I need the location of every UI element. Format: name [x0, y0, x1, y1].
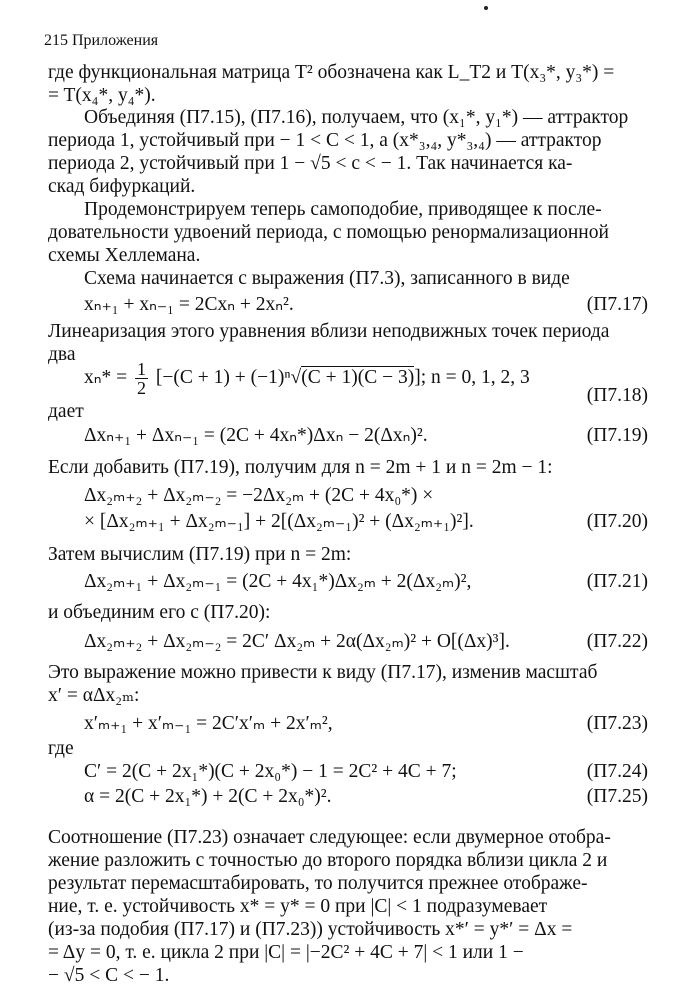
text-line: жение разложить с точностью до второго порядка вблизи цикла 2 и — [48, 850, 608, 871]
fraction-one-half: $\frac{1}{2}$ — [137, 359, 147, 398]
equation-p7-25: α = 2(C + 2x₁*) + 2(C + 2x₀*)². — [84, 786, 332, 807]
equation-number: (П7.19) — [586, 425, 648, 446]
equation-number: (П7.18) — [586, 385, 648, 406]
text-line: где функциональная матрица T² обозначена как L_T2 и T(x₃*, y₃*) = — [48, 62, 615, 83]
equation-p7-19: Δxₙ₊₁ + Δxₙ₋₁ = (2C + 4xₙ*)Δxₙ − 2(Δxₙ)². — [84, 425, 428, 446]
text-line: = Δy = 0, т. е. цикла 2 при |C| = |−2C² + 4C + 7| < 1 или 1 − — [48, 942, 524, 963]
equation-number: (П7.21) — [586, 571, 648, 592]
text-line: Продемонстрируем теперь самоподобие, приводящее к после- — [84, 199, 602, 220]
text-line: дает — [48, 401, 84, 422]
equation-p7-24: C′ = 2(C + 2x₁*)(C + 2x₀*) − 1 = 2C² + 4C + 7; — [84, 761, 457, 782]
text-line: Это выражение можно привести к виду (П7.17), изменив масштаб — [48, 662, 598, 683]
running-header: 215 Приложения — [44, 32, 159, 49]
equation-p7-20-line2: × [Δx₂ₘ₊₁ + Δx₂ₘ₋₁] + 2[(Δx₂ₘ₋₁)² + (Δx₂ₘ₊₁)²]. — [84, 511, 474, 532]
text-line: и объединим его с (П7.20): — [48, 602, 271, 623]
text-line: ние, т. е. устойчивость x* = y* = 0 при |C| < 1 подразумевает — [48, 896, 548, 917]
text-line: Если добавить (П7.19), получим для n = 2m + 1 и n = 2m − 1: — [48, 457, 553, 478]
text-line: Схема начинается с выражения (П7.3), записанного в виде — [84, 268, 570, 289]
text-line: Затем вычислим (П7.19) при n = 2m: — [48, 544, 352, 565]
equation-p7-23: x′ₘ₊₁ + x′ₘ₋₁ = 2C′x′ₘ + 2x′ₘ², — [84, 713, 333, 734]
text-line: = T(x₄*, y₄*). — [48, 85, 156, 106]
equation-number: (П7.24) — [586, 761, 648, 782]
print-speck — [484, 6, 488, 10]
text-line: схемы Хеллемана. — [48, 245, 201, 266]
equation-p7-20-line1: Δx₂ₘ₊₂ + Δx₂ₘ₋₂ = −2Δx₂ₘ + (2C + 4x₀*) × — [84, 485, 434, 506]
text-line: скад бифуркаций. — [48, 176, 196, 197]
equation-p7-17: xₙ₊₁ + xₙ₋₁ = 2Cxₙ + 2xₙ². — [84, 294, 294, 315]
equation-p7-22: Δx₂ₘ₊₂ + Δx₂ₘ₋₂ = 2C′ Δx₂ₘ + 2α(Δx₂ₘ)² + O[(Δx)³]. — [84, 631, 510, 652]
text-line: Линеаризация этого уравнения вблизи неподвижных точек периода — [48, 321, 610, 342]
text-line: x′ = αΔx₂ₘ: — [48, 685, 140, 706]
text-line: Соотношение (П7.23) означает следующее: если двумерное отобра- — [48, 827, 611, 848]
text-line: − √5 < C < − 1. — [48, 965, 170, 986]
text-line: (из-за подобия (П7.17) и (П7.23)) устойчивость x*′ = y*′ = Δx = — [48, 919, 573, 940]
sqrt-sign: √ — [290, 366, 302, 388]
equation-number: (П7.23) — [586, 713, 648, 734]
text-line: результат перемасштабировать, то получится прежнее отображе- — [48, 873, 588, 894]
equation-number: (П7.17) — [586, 294, 648, 315]
text-line: периода 2, устойчивый при 1 − √5 < c < − 1. Так начинается ка- — [48, 153, 573, 174]
text-line: периода 1, устойчивый при − 1 < C < 1, а (x*₃,₄, y*₃,₄) — аттрактор — [48, 130, 602, 151]
text-line: два — [48, 344, 76, 365]
equation-number: (П7.22) — [586, 631, 648, 652]
text-line: где — [48, 738, 74, 759]
text-line: Объединяя (П7.15), (П7.16), получаем, что (x₁*, y₁*) — аттрактор — [84, 107, 629, 128]
equation-number: (П7.20) — [586, 511, 648, 532]
equation-p7-18: xₙ* = $\frac{1}{2}$ [−(C + 1) + (−1)ⁿ√(C + 1)(C − 3)]; n = 0, 1, 2, 3 — [84, 359, 530, 398]
equation-number: (П7.25) — [586, 786, 648, 807]
text-line: довательности удвоений периода, с помощью ренормализационной — [48, 222, 609, 243]
equation-p7-21: Δx₂ₘ₊₁ + Δx₂ₘ₋₁ = (2C + 4x₁*)Δx₂ₘ + 2(Δx₂ₘ)², — [84, 571, 472, 592]
